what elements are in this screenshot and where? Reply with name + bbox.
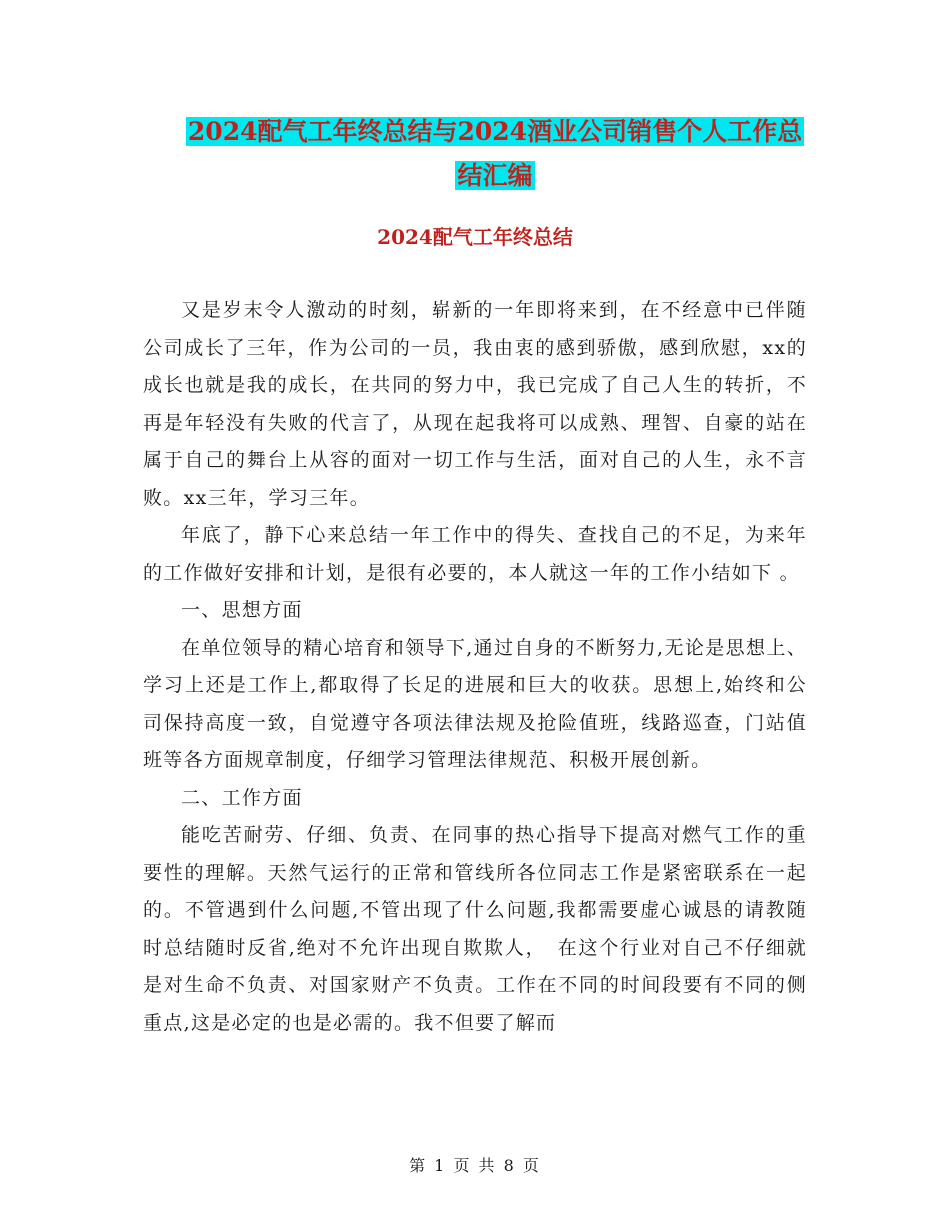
document-body	[143, 292, 807, 1042]
section-heading: 二、工作方面	[181, 786, 303, 809]
paragraph: 在单位领导的精心培育和领导下,通过自身的不断努力,无论是思想上、学习上还是工作上,都取得了长足的进展和巨大的收获。思想上,始终和公司保持高度一致，自觉遵守各项法律法规及抢险值班，线路巡查，门站值班等各方面规章制度，仔细学习管理法律规范、积极开展创新。	[143, 636, 807, 771]
paragraph: 又是岁末令人激动的时刻，崭新的一年即将来到，在不经意中已伴随公司成长了三年，作为公司的一员，我由衷的感到骄傲，感到欣慰，xx的成长也就是我的成长，在共同的努力中，我已完成了自己人生的转折，不再是年轻没有失败的代言了，从现在起我将可以成熟、理智、自豪的站在属于自己的舞台上从容的面对一切工作与生活，面对自己的人生，永不言败。xx三年，学习三年。	[143, 299, 807, 509]
paragraph: 能吃苦耐劳、仔细、负责、在同事的热心指导下提高对燃气工作的重要性的理解。天然气运行的正常和管线所各位同志工作是紧密联系在一起的。不管遇到什么问题,不管出现了什么问题,我都需要虚心诚恳的请教随时总结随时反省,绝对不允许出现自欺欺人， 在这个行业对自己不仔细就是对生命不负责、对国家财产不负责。工作在不同的时间段要有不同的侧重点,这是必定的也是必需的。我不但要了解而	[143, 824, 807, 1034]
document-title	[140, 110, 850, 198]
section-title: 2024配气工年终总结	[377, 225, 573, 249]
document-title-line2: 结汇编	[457, 161, 533, 190]
document-title-line1: 2024配气工年终总结与2024酒业公司销售个人工作总	[187, 117, 803, 146]
paragraph: 年底了，静下心来总结一年工作中的得失、查找自己的不足，为来年的工作做好安排和计划，是很有必要的，本人就这一年的工作小结如下 。	[143, 524, 807, 584]
page-footer: 第 1 页 共 8 页	[409, 1156, 541, 1175]
section-heading: 一、思想方面	[181, 599, 303, 621]
